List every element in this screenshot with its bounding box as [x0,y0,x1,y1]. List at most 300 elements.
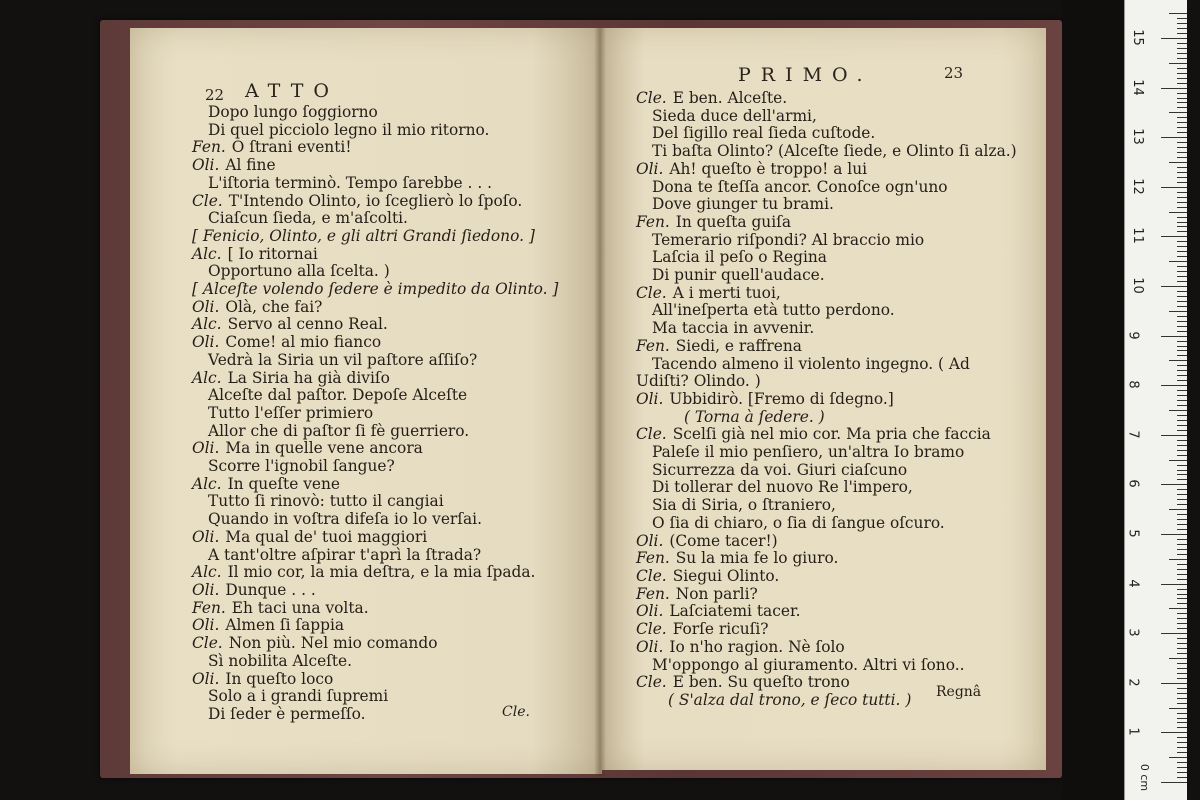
right_page-line [636,356,1017,374]
speaker-label: Alc. [192,563,222,582]
ruler-tick [1161,187,1187,188]
ruler-tick [1177,737,1187,738]
left_page-line [192,139,558,157]
ruler-tick [1177,653,1187,654]
speaker-label: Oli. [192,616,220,635]
left_page-line [192,334,558,352]
line-text: L'iſtoria terminò. Tempo ſarebbe . . . [208,173,493,192]
ruler-tick [1177,142,1187,143]
ruler-tick [1177,390,1187,391]
ruler-tick [1169,212,1187,213]
ruler-tick [1177,256,1187,257]
ruler-tick [1161,584,1187,585]
left_page-line [192,405,558,423]
ruler-tick [1169,261,1187,262]
ruler-tick [1177,226,1187,227]
left_page-line [192,210,558,228]
ruler-tick [1177,569,1187,570]
line-text: Dopo lungo ſoggiorno [208,103,378,121]
ruler-number: 4 [1125,578,1141,588]
ruler-tick [1161,484,1187,485]
ruler-number: 14 [1129,78,1145,96]
left_page-line [192,653,558,671]
right_page-line [636,214,1017,232]
right_page-line [636,320,1017,338]
right_page-line [636,533,1017,551]
line-text: In queſto loco [225,669,334,688]
line-text: Di ſeder è permeſſo. [208,704,366,723]
ruler-tick [1177,93,1187,94]
ruler-tick [1169,311,1187,312]
line-text: Non parli? [675,584,758,603]
left_page-line [192,281,558,299]
line-text: Tutto ſi rinovò: tutto il cangiai [208,492,444,511]
left-page-number: 22 [205,86,225,104]
ruler-tick [1177,202,1187,203]
ruler-tick [1177,107,1187,108]
line-text: Ciaſcun ſieda, e m'aſcolti. [208,209,408,228]
right_page-line [636,285,1017,303]
ruler-tick [1177,594,1187,595]
ruler-number: 3 [1125,628,1141,637]
line-text: Io n'ho ragion. Nè ſolo [669,637,845,656]
line-text: T'Intendo Olinto, io ſceglierò lo ſpoſo. [228,191,523,210]
left_page-line [192,299,558,317]
speaker-label: Alc. [192,244,222,263]
ruler-tick [1177,767,1187,768]
ruler-tick [1177,544,1187,545]
left_page-line [192,370,558,388]
line-text: Ma taccia in avvenir. [652,319,815,338]
ruler-tick [1169,757,1187,758]
left_page-line [192,440,558,458]
right_page-line [636,267,1017,285]
ruler-tick [1169,162,1187,163]
speaker-label: Oli. [636,531,664,550]
line-text: In queſta guiſa [675,212,792,231]
ruler-tick [1177,73,1187,74]
left-page-text [192,104,558,724]
ruler-tick [1177,440,1187,441]
line-text: Eh taci una volta. [231,598,369,617]
line-text: E ben. Su queſto trono [672,673,850,692]
ruler-tick [1177,23,1187,24]
ruler-tick [1177,326,1187,327]
left_page-line [192,263,558,281]
speaker-label: Cle. [192,634,223,653]
ruler-tick [1177,698,1187,699]
line-text: A tant'oltre aſpirar t'aprì la ſtrada? [208,545,482,564]
line-text: [ Alceſte volendo ſedere è impedito da Olinto. ] [192,280,559,299]
ruler-tick [1177,350,1187,351]
ruler-tick [1177,68,1187,69]
ruler-tick [1177,668,1187,669]
left_page-line [192,246,558,264]
line-text: Almen ſi ſappia [225,616,345,635]
left_page-line [192,175,558,193]
line-text: Laſcia il peſo o Regina [652,248,827,267]
ruler-tick [1177,747,1187,748]
ruler-tick [1177,321,1187,322]
speaker-label: Cle. [636,566,667,585]
speaker-label: Alc. [192,474,222,493]
speaker-label: Cle. [636,425,667,444]
ruler-tick [1177,474,1187,475]
right_page-line [636,391,1017,409]
line-text: Temerario riſpondi? Al braccio mio [652,230,925,249]
ruler-tick [1177,291,1187,292]
right_page-line [636,515,1017,533]
left_page-line [192,617,558,635]
right_page-line [636,586,1017,604]
ruler-tick [1177,405,1187,406]
ruler-tick [1177,251,1187,252]
ruler-tick [1177,420,1187,421]
line-text: Come! al mio fianco [225,333,382,352]
ruler-tick [1169,360,1187,361]
line-text: Alceſte dal paſtor. Depoſe Alceſte [208,386,468,405]
ruler-tick [1177,241,1187,242]
ruler-tick [1177,182,1187,183]
right_page-line [636,639,1017,657]
background-strip [1062,0,1124,800]
ruler-tick [1177,504,1187,505]
ruler-tick [1169,63,1187,64]
ruler-tick [1177,742,1187,743]
ruler-tick [1177,370,1187,371]
left_page-line [192,635,558,653]
line-text: Dove giunger tu brami. [652,195,834,214]
speaker-label: Cle. [636,283,667,302]
speaker-label: Cle. [636,620,667,639]
line-text: Di tollerar del nuovo Re l'impero, [652,478,913,497]
ruler-tick [1177,177,1187,178]
ruler-tick [1177,638,1187,639]
right_page-line [636,196,1017,214]
right_page-line [636,90,1017,108]
line-text: Di punir quell'audace. [652,266,825,285]
ruler-tick [1177,18,1187,19]
right_page-line [636,426,1017,444]
speaker-label: Oli. [636,637,664,656]
ruler-number: 11 [1129,227,1145,245]
left_page-line [192,458,558,476]
left_page-line [192,476,558,494]
ruler-tick [1177,499,1187,500]
speaker-label: Oli. [636,159,664,178]
ruler-tick [1161,88,1187,89]
left_page-line [192,316,558,334]
ruler-tick [1177,217,1187,218]
left_page-line [192,529,558,547]
line-text: Dona te ſteſſa ancor. Conoſce ogn'uno [652,177,948,196]
right_page-line [636,125,1017,143]
line-text: In queſte vene [227,474,341,493]
ruler-tick [1177,430,1187,431]
ruler-tick [1177,425,1187,426]
line-text: Opportuno alla ſcelta. ) [208,262,390,281]
ruler-tick [1169,410,1187,411]
line-text: Su la mia fe lo giuro. [675,549,839,568]
line-text: Di quel picciolo legno il mio ritorno. [208,120,490,139]
ruler-tick [1177,147,1187,148]
right_page-line [636,179,1017,197]
ruler-tick [1177,78,1187,79]
ruler-tick [1161,236,1187,237]
ruler-tick [1177,762,1187,763]
speaker-label: Fen. [636,336,670,355]
left_page-line [192,493,558,511]
ruler-tick [1169,658,1187,659]
right_page-line [636,373,1017,391]
ruler-tick [1161,336,1187,337]
ruler-number: 13 [1129,128,1145,145]
left_page-line [192,352,558,370]
line-text: [ Fenicio, Olinto, e gli altri Grandi ſiedono. ] [192,226,535,245]
speaker-label: Oli. [192,333,220,352]
ruler-tick [1177,316,1187,317]
ruler-tick [1169,608,1187,609]
ruler-tick [1177,479,1187,480]
line-text: Forſe ricuſi? [672,620,769,639]
ruler-tick [1177,494,1187,495]
line-text: Servo al cenno Real. [227,315,388,334]
right_page-line [636,550,1017,568]
ruler-tick [1177,83,1187,84]
ruler-tick [1161,435,1187,436]
ruler-number: 10 [1129,277,1145,294]
line-text: Solo a i grandi ſupremi [208,687,389,706]
ruler-tick [1177,380,1187,381]
right_page-line [636,497,1017,515]
speaker-label: Alc. [192,368,222,387]
ruler-tick [1161,782,1187,783]
line-text: ( S'alza dal trono, e ſeco tutti. ) [668,690,912,709]
ruler-tick [1177,519,1187,520]
right_page-line [636,603,1017,621]
ruler-tick [1177,693,1187,694]
speaker-label: Oli. [192,527,220,546]
ruler-tick [1177,539,1187,540]
ruler-tick [1177,727,1187,728]
ruler-tick [1177,589,1187,590]
speaker-label: Oli. [192,156,220,175]
ruler-tick [1177,102,1187,103]
ruler-tick [1177,623,1187,624]
line-text: [ Io ritornai [227,244,318,263]
ruler-tick [1177,341,1187,342]
line-text: Siegui Olinto. [672,566,780,585]
ruler-tick [1177,455,1187,456]
speaker-label: Cle. [636,89,667,107]
left_page-line [192,122,558,140]
ruler-tick [1177,618,1187,619]
right_page-line [636,462,1017,480]
speaker-label: Oli. [636,602,664,621]
ruler-tick [1161,38,1187,39]
line-text: Olà, che fai? [225,297,323,316]
line-text: Del ſigillo real ſieda cuſtode. [652,124,876,143]
speaker-label: Oli. [192,439,220,458]
line-text: Paleſe il mio penſiero, un'altra Io bramo [652,443,965,462]
line-text: Scelſi già nel mio cor. Ma pria che faccia [672,425,991,444]
right-running-head: PRIMO. [738,64,873,86]
line-text: Ah! queſto è troppo! a lui [669,159,868,178]
speaker-label: Fen. [636,212,670,231]
right_page-line [636,338,1017,356]
left_page-line [192,157,558,175]
left_page-line [192,582,558,600]
ruler-tick [1177,152,1187,153]
right_page-line [636,621,1017,639]
right_page-line [636,444,1017,462]
right_page-line [636,143,1017,161]
ruler-tick [1177,554,1187,555]
book-gutter [594,28,606,776]
line-text: Sieda duce dell'armi, [652,106,817,125]
ruler-tick [1177,222,1187,223]
ruler-tick [1177,28,1187,29]
line-text: Ma qual de' tuoi maggiori [225,527,428,546]
line-text: Tacendo almeno il violento ingegno. ( Ad [652,354,970,373]
ruler-tick [1177,628,1187,629]
ruler-tick [1177,445,1187,446]
line-text: Non più. Nel mio comando [228,634,438,653]
ruler-tick [1161,137,1187,138]
speaker-label: Cle. [192,191,223,210]
ruler-number: 1 [1125,727,1141,737]
ruler-tick [1177,207,1187,208]
ruler-tick [1177,772,1187,773]
ruler-tick [1169,460,1187,461]
line-text: All'ineſperta età tutto perdono. [652,301,895,320]
line-text: Quando in voſtra difeſa io lo verſai. [208,510,482,529]
speaker-label: Oli. [192,580,220,599]
ruler-tick [1161,732,1187,733]
ruler-tick [1177,688,1187,689]
ruler-tick [1177,703,1187,704]
line-text: Udiſti? Olindo. ) [636,372,761,391]
ruler-tick [1177,524,1187,525]
ruler-number: 6 [1125,479,1141,489]
left_page-line [192,104,558,122]
left_page-line [192,423,558,441]
ruler-tick [1177,574,1187,575]
ruler-tick [1177,306,1187,307]
ruler-tick [1177,58,1187,59]
ruler-tick [1169,13,1187,14]
left-catchword: Cle. [502,704,530,720]
ruler-tick [1177,549,1187,550]
ruler-number: 5 [1125,529,1141,538]
right_page-line [636,249,1017,267]
ruler-tick [1177,395,1187,396]
ruler-tick [1177,296,1187,297]
measuring-ruler [1124,0,1187,800]
ruler-unit-label: 0 cm [1138,763,1152,792]
ruler-tick [1177,122,1187,123]
left_page-line [192,671,558,689]
line-text: Sia di Siria, o ſtraniero, [652,496,836,515]
ruler-tick [1169,708,1187,709]
ruler-tick [1177,271,1187,272]
line-text: O ſtrani eventi! [231,138,352,157]
ruler-tick [1177,713,1187,714]
ruler-tick [1177,167,1187,168]
ruler-tick [1177,514,1187,515]
ruler-tick [1177,365,1187,366]
left_page-line [192,228,558,246]
line-text: La Siria ha già diviſo [227,368,390,387]
ruler-tick [1177,678,1187,679]
ruler-tick [1177,53,1187,54]
ruler-tick [1177,752,1187,753]
line-text: Ma in quelle vene ancora [225,439,423,458]
ruler-tick [1177,529,1187,530]
ruler-tick [1177,117,1187,118]
line-text: Sì nobilita Alceſte. [208,651,353,670]
line-text: Il mio cor, la mia deſtra, e la mia ſpada. [227,563,536,582]
ruler-tick [1177,613,1187,614]
ruler-tick [1177,579,1187,580]
ruler-tick [1161,633,1187,634]
ruler-tick [1177,603,1187,604]
ruler-tick [1177,450,1187,451]
ruler-tick [1177,375,1187,376]
line-text: Ti baſta Olinto? (Alceſte ſiede, e Olinto ſi alza.) [652,142,1017,161]
line-text: Scorre l'ignobil ſangue? [208,457,395,476]
speaker-label: Oli. [192,297,220,316]
right_page-line [636,302,1017,320]
ruler-tick [1177,301,1187,302]
ruler-tick [1177,172,1187,173]
ruler-tick [1177,231,1187,232]
ruler-number: 15 [1129,29,1145,46]
ruler-tick [1177,777,1187,778]
ruler-number: 9 [1125,330,1141,340]
speaker-label: Alc. [192,315,222,334]
ruler-number: 12 [1129,178,1145,195]
left_page-line [192,547,558,565]
line-text: M'oppongo al giuramento. Altri vi ſono.. [652,655,965,674]
left-running-head: ATTO [245,80,339,102]
speaker-label: Fen. [192,598,226,617]
right_page-line [636,479,1017,497]
ruler-tick [1177,346,1187,347]
line-text: Al fine [225,156,276,175]
ruler-tick [1177,127,1187,128]
ruler-number: 8 [1125,380,1141,389]
ruler-tick [1177,132,1187,133]
ruler-number: 2 [1125,678,1141,687]
ruler-tick [1177,643,1187,644]
ruler-tick [1177,192,1187,193]
line-text: Allor che di paſtor ſi fè guerriero. [208,421,470,440]
ruler-tick [1169,509,1187,510]
line-text: Sicurrezza da voi. Giuri ciaſcuno [652,460,908,479]
ruler-tick [1177,355,1187,356]
ruler-tick [1177,718,1187,719]
left_page-line [192,600,558,618]
right_page-line [636,108,1017,126]
ruler-tick [1177,246,1187,247]
speaker-label: Oli. [636,389,664,408]
left_page-line [192,193,558,211]
ruler-tick [1177,331,1187,332]
ruler-tick [1177,465,1187,466]
ruler-tick [1177,564,1187,565]
line-text: ( Torna à ſedere. ) [684,407,825,426]
